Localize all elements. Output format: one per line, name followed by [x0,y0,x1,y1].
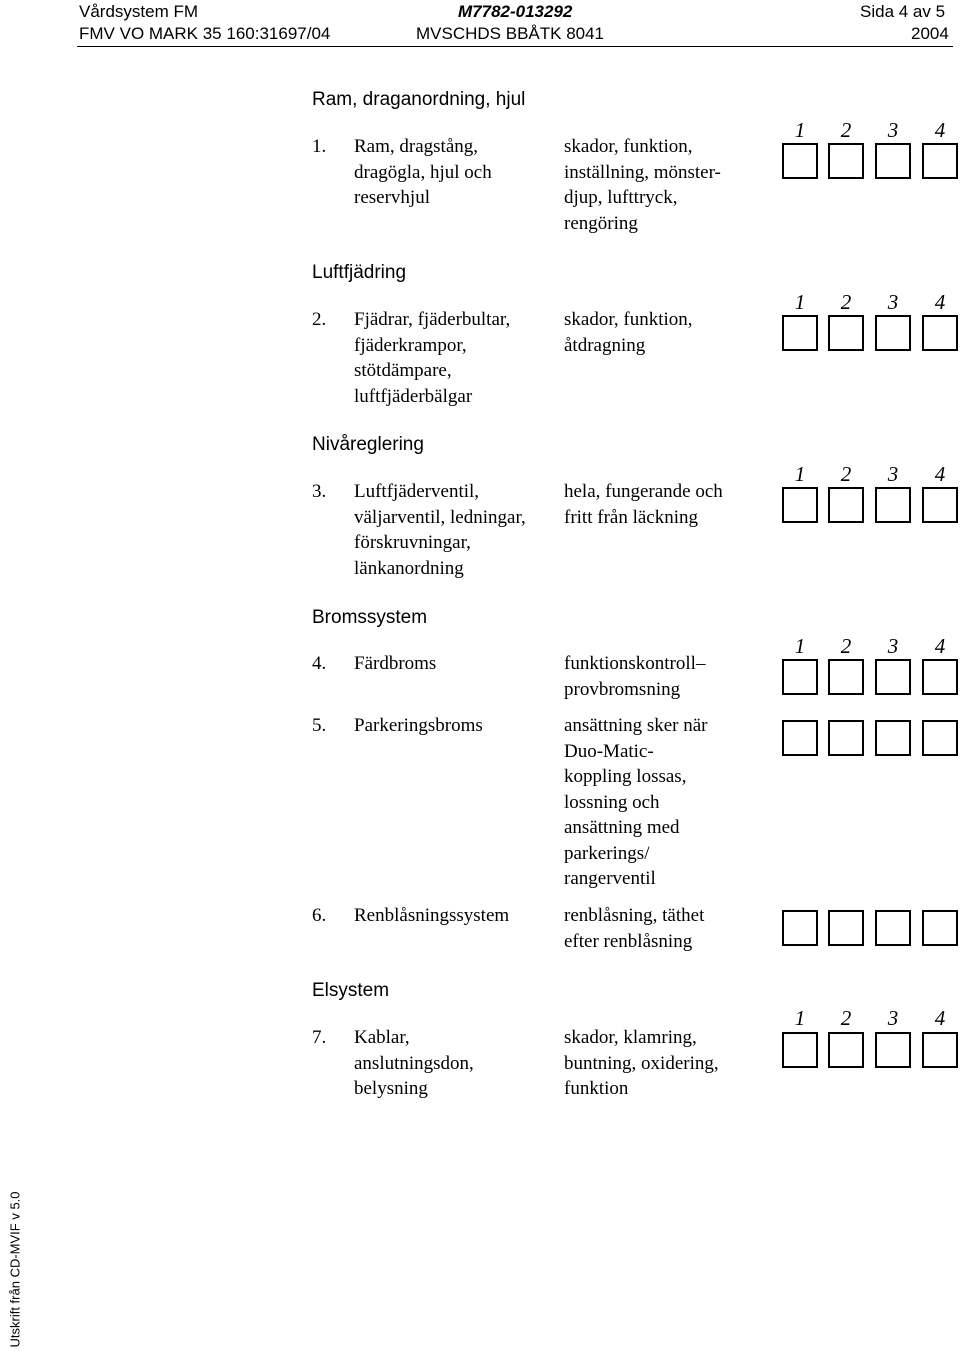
check-boxes [782,1032,958,1068]
checkbox-3[interactable] [875,659,911,695]
header-document-id: M7782-013292 [458,2,573,21]
checkbox-4[interactable] [922,315,958,351]
checkbox-2[interactable] [828,910,864,946]
checkbox-2[interactable] [828,143,864,179]
header-model: MVSCHDS BBÅTK 8041 [416,24,605,43]
checkbox-4[interactable] [922,143,958,179]
item-description: hela, fungerande och fritt från läckning [564,481,723,528]
item-name: Ram, dragstång, dragögla, hjul och reservhjul [354,136,492,208]
item-description: skador, funktion, åtdragning [564,309,693,356]
header-year: 2004 [911,24,949,43]
item-number: 3. [312,481,327,502]
checkbox-2[interactable] [828,720,864,756]
check-boxes [782,487,958,523]
check-boxes [782,659,958,695]
column-labels: 1 2 3 4 [794,462,946,486]
checkbox-4[interactable] [922,1032,958,1068]
item-name: Luftfjäderventil, väljarventil, ledningar, förskruvningar, länkanordning [354,481,526,579]
checkbox-3[interactable] [875,315,911,351]
checkbox-1[interactable] [782,720,818,756]
checkbox-3[interactable] [875,910,911,946]
check-boxes [782,910,958,946]
item-description: skador, klamring, buntning, oxidering, funktion [564,1027,719,1099]
section-title: Elsystem [312,980,390,1001]
item-description: ansättning sker när Duo-Matic- koppling lossas, lossning och ansättning med parkerings/ rangerventil [564,715,708,889]
checkbox-3[interactable] [875,1032,911,1068]
column-labels: 1 2 3 4 [794,1006,946,1030]
item-description: funktionskontroll– provbromsning [564,653,706,700]
item-number: 5. [312,715,327,736]
column-labels: 1 2 3 4 [794,118,946,142]
item-name: Parkeringsbroms [354,715,483,736]
item-number: 2. [312,309,327,330]
check-boxes [782,315,958,351]
checkbox-4[interactable] [922,659,958,695]
item-number: 1. [312,136,327,157]
checkbox-1[interactable] [782,910,818,946]
check-boxes [782,720,958,756]
checkbox-1[interactable] [782,315,818,351]
item-name: Renblåsningssystem [354,905,510,926]
checkbox-1[interactable] [782,143,818,179]
header-rule [77,46,953,47]
checkbox-4[interactable] [922,720,958,756]
item-name: Fjädrar, fjäderbultar, fjäderkrampor, stötdämpare, luftfjäderbälgar [354,309,511,407]
section-title: Luftfjädring [312,262,407,283]
section-title: Nivåreglering [312,434,424,455]
checkbox-1[interactable] [782,487,818,523]
checkbox-4[interactable] [922,910,958,946]
checkbox-3[interactable] [875,143,911,179]
item-description: skador, funktion, inställning, mönster- djup, lufttryck, rengöring [564,136,721,234]
item-name: Färdbroms [354,653,437,674]
section-title: Ram, draganordning, hjul [312,89,526,110]
checkbox-4[interactable] [922,487,958,523]
column-labels: 1 2 3 4 [794,634,946,658]
checkbox-3[interactable] [875,487,911,523]
print-footer: Utskrift från CD-MVIF v 5.0 [7,1191,23,1348]
item-number: 7. [312,1027,327,1048]
item-number: 4. [312,653,327,674]
column-labels: 1 2 3 4 [794,290,946,314]
checkbox-2[interactable] [828,659,864,695]
header-page: Sida 4 av 5 [860,2,946,21]
section-title: Bromssystem [312,607,428,628]
checkbox-2[interactable] [828,487,864,523]
checkbox-1[interactable] [782,1032,818,1068]
checkbox-3[interactable] [875,720,911,756]
item-description: renblåsning, täthet efter renblåsning [564,905,705,952]
check-boxes [782,143,958,179]
checkbox-2[interactable] [828,1032,864,1068]
item-name: Kablar, anslutningsdon, belysning [354,1027,474,1099]
checkbox-1[interactable] [782,659,818,695]
header-system: Vårdsystem FM [79,2,199,21]
checkbox-2[interactable] [828,315,864,351]
item-number: 6. [312,905,327,926]
header-vehicle: FMV VO MARK 35 160:31697/04 [79,24,331,43]
